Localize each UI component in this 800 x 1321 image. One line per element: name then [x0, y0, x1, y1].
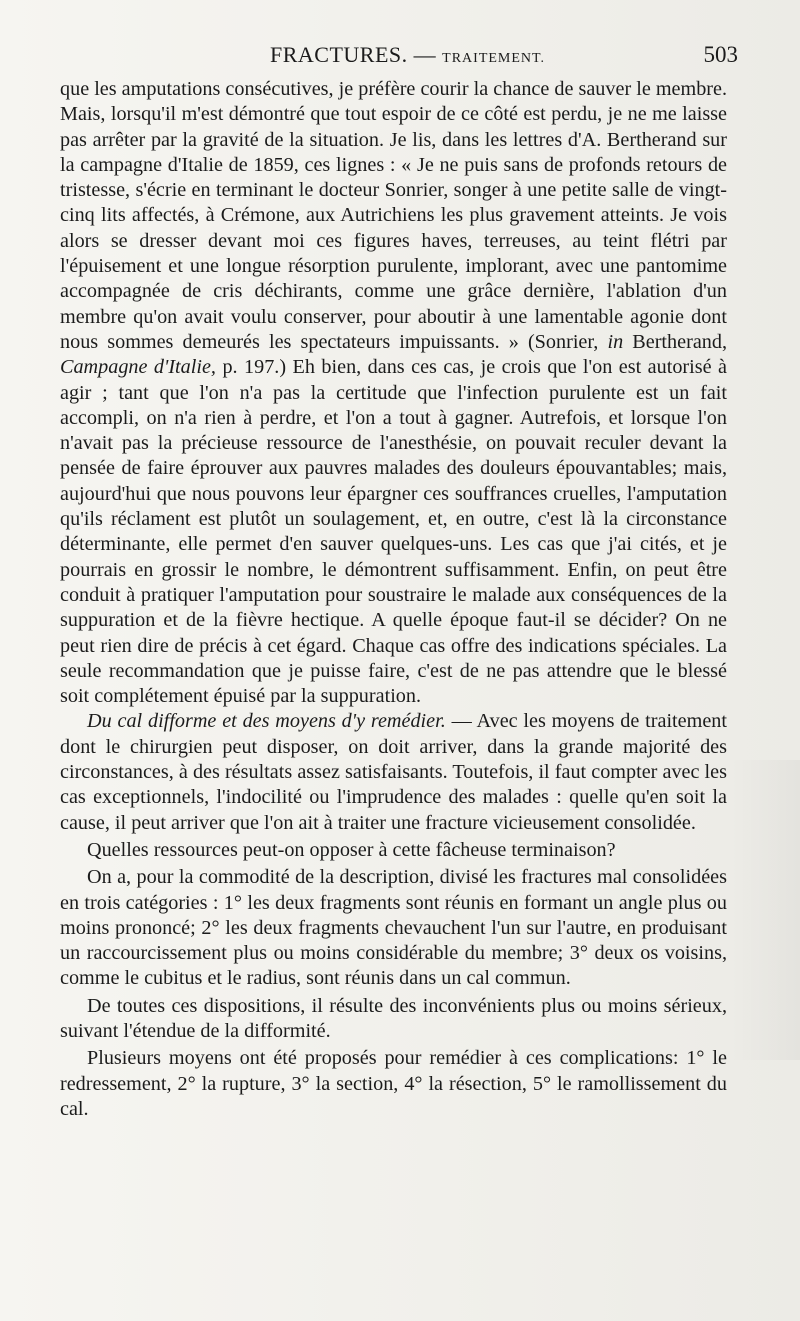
paragraph-dispositions: De toutes ces dispositions, il résulte des inconvénients plus ou moins sérieux, suivant l'étendue de la difformité.	[60, 994, 727, 1042]
show-through-shadow	[730, 760, 800, 1060]
running-title-main: FRACTURES.	[270, 42, 408, 67]
paragraph-amputation-text: que les amputations consécutives, je préfère courir la chance de sauver le membre. Mais, lorsqu'il m'est démontré que tout espoir de ce côté est perdu, je ne me laisse pas arrêter par la gravité de la situation. Je lis, dans les lettres d'A. Bertherand sur la campagne d'Italie de 1859, ces lignes : « Je ne puis sans de profonds retours de tristesse, s'écrie en terminant le docteur Sonrier, songer à une petite salle de vingt-cinq lits affectés, à Crémone, aux Autrichiens les plus gravement atteints. Je vois alors se dresser devant moi ces figures haves, terreuses, au teint flétri par l'épuisement et une longue résorption purulente, implorant, avec une pantomime accompagnée de cris déchirants, comme une grâce dernière, l'ablation d'un membre qu'on avait voulu conserver, pour aboutir à une lamentable agonie dont nous sommes demeurés les spectateurs impuissants. » (Sonrier,	[60, 78, 728, 353]
paragraph-amputation	[60, 77, 727, 709]
text-body	[60, 77, 727, 1122]
paragraph-moyens: Plusieurs moyens ont été proposés pour remédier à ces complications: 1° le redressement, 2° la rupture, 3° la section, 4° la résection, 5° le ramollissement du cal.	[60, 1047, 727, 1120]
running-title	[270, 42, 545, 68]
section-heading-dash: —	[445, 710, 477, 733]
citation-page: p. 197.)	[222, 356, 287, 379]
paragraph-question: Quelles ressources peut-on opposer à cette fâcheuse terminaison?	[87, 838, 616, 861]
paragraph-categories: On a, pour la commodité de la description, divisé les fractures mal consolidées en trois catégories : 1° les deux fragments sont réunis en formant un angle plus ou moins prononcé; 2° les deux fragments chevauchent l'un sur l'autre, en produisant un raccourcissement plus ou moins considérable du membre; 3° deux os voisins, comme le cubitus et le radius, sont réunis dans un cal commun.	[60, 866, 727, 990]
running-title-sub: TRAITEMENT.	[442, 51, 546, 66]
paragraph-amputation-continuation: Eh bien, dans ces cas, je crois que l'on est autorisé à agir ; tant que l'on n'a pas la certitude que l'infection purulente est un fait accompli, on n'a rien à perdre, et l'on a tout à gagner. Autrefois, et lorsque l'on n'avait pas la précieuse ressource de l'anesthésie, on pouvait reculer devant la pensée de faire éprouver aux pauvres malades des douleurs épouvantables; mais, aujourd'hui que nous pouvons leur épargner ces souffrances cruelles, l'amputation qu'ils réclament est plutôt un soulagement, et, en outre, c'est là la circonstance déterminante, elle permet d'en sauver quelques-uns. Les cas que j'ai cités, et je pourrais en grossir le nombre, le démontrent suffisamment. Enfin, on peut être conduit à pratiquer l'amputation pour soustraire le malade aux conséquences de la suppuration et de la fièvre hectique. A quelle époque faut-il se décider? On ne peut rien dire de précis à cet égard. Chaque cas offre des indications spéciales. La seule recommandation que je puisse faire, c'est de ne pas attendre que le blessé soit complétement épuisé par la suppuration.	[60, 356, 727, 708]
citation-author: Bertherand,	[632, 330, 728, 353]
running-header	[60, 42, 740, 74]
paragraph-cal-difforme	[60, 709, 727, 835]
citation-work: Campagne d'Italie,	[60, 356, 216, 379]
section-text: Avec les moyens de traitement dont le chirurgien peut disposer, on doit arriver, dans la grande majorité des circonstances, à des résultats assez satisfaisants. Toutefois, il faut compter avec les cas exceptionnels, l'indocilité ou l'imprudence des malades : quelle qu'en soit la cause, il peut arriver que l'on ait à traiter une fracture vicieusement consolidée.	[60, 710, 727, 834]
section-heading: Du cal difforme et des moyens d'y remédier.	[87, 710, 446, 733]
running-title-dash: —	[407, 42, 443, 67]
page-number: 503	[703, 42, 738, 67]
citation-in: in	[607, 330, 624, 353]
